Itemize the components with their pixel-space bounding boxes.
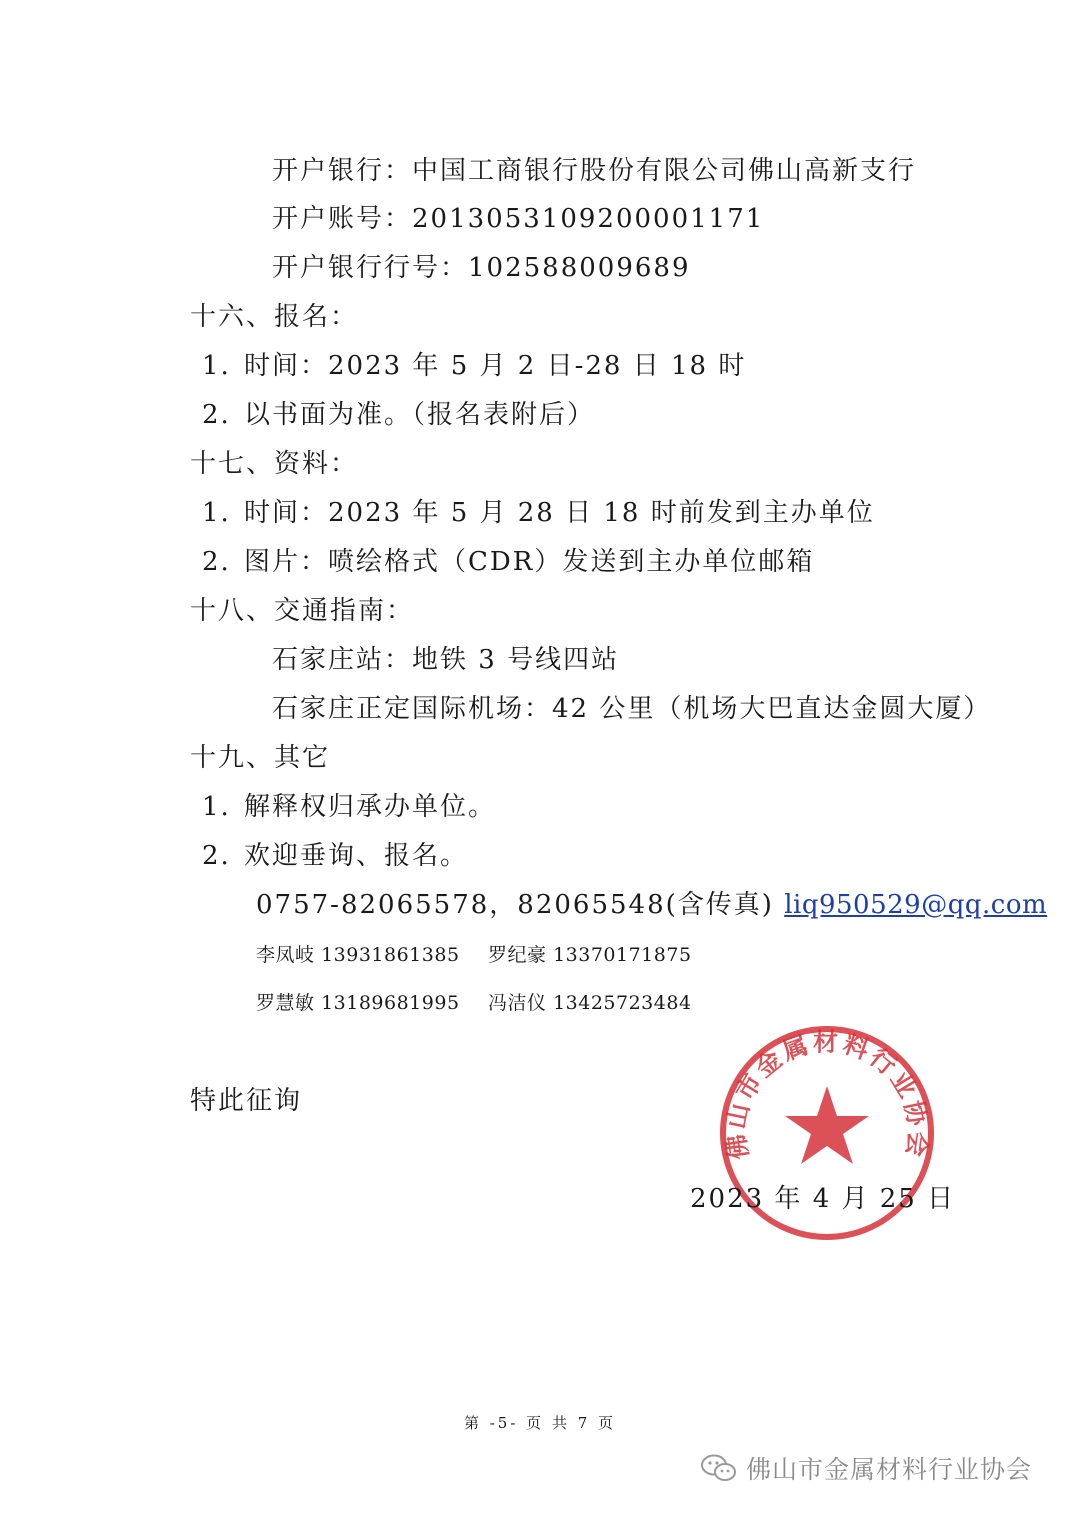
- item-text: 解释权归承办单位。: [244, 792, 497, 822]
- item-text: 欢迎垂询、报名。: [244, 841, 469, 871]
- section-16-item-2: [202, 398, 595, 432]
- section-17-item-1: [202, 496, 875, 530]
- contact-person-1: [256, 942, 460, 968]
- item-text: 时间：2023 年 5 月 28 日 18 时前发到主办单位: [244, 498, 875, 528]
- section-17-heading: 十七、资料：: [190, 449, 359, 479]
- item-text: 图片：喷绘格式（CDR）发送到主办单位邮箱: [244, 547, 815, 577]
- item-number: 2.: [202, 547, 231, 577]
- bank-code-line: 开户银行行号：102588009689: [272, 253, 691, 283]
- account-watermark: [700, 1448, 1032, 1488]
- contact-phones: 0757-82065578，82065548(含传真): [256, 890, 774, 920]
- person-phone: 13425723484: [553, 992, 692, 1014]
- seal-text: 佛山市金属材料行业协会: [721, 1027, 933, 1162]
- contact-person-3: [256, 990, 460, 1016]
- page-number: 第 -5- 页 共 7 页: [463, 1414, 617, 1432]
- item-number: 1.: [202, 498, 231, 528]
- person-phone: 13931861385: [321, 944, 460, 966]
- section-19-heading: 十九、其它: [190, 743, 331, 773]
- person-name: 李凤岐: [256, 944, 315, 966]
- contact-email-link[interactable]: liq950529@qq.com: [784, 890, 1048, 920]
- person-name: 罗纪豪: [488, 944, 547, 966]
- person-phone: 13370171875: [553, 944, 692, 966]
- person-name: 罗慧敏: [256, 992, 315, 1014]
- contact-person-4: [488, 990, 692, 1016]
- item-number: 1.: [202, 792, 231, 822]
- section-16-heading: 十六、报名：: [190, 302, 359, 332]
- item-number: 2.: [202, 400, 231, 430]
- person-phone: 13189681995: [321, 992, 460, 1014]
- seal-star-icon: [785, 1086, 869, 1164]
- person-name: 冯洁仪: [488, 992, 547, 1014]
- bank-line: 开户银行：中国工商银行股份有限公司佛山高新支行: [272, 156, 917, 186]
- wechat-icon: [700, 1453, 738, 1483]
- section-16-item-1: [202, 349, 746, 383]
- closing-date: 2023 年 4 月 25 日: [690, 1184, 956, 1214]
- section-19-item-1: [202, 790, 496, 824]
- section-18-line-1: 石家庄站：地铁 3 号线四站: [272, 645, 620, 675]
- watermark-text: 佛山市金属材料行业协会: [746, 1455, 1033, 1484]
- item-number: 2.: [202, 841, 231, 871]
- item-text: 以书面为准。（报名表附后）: [244, 400, 596, 430]
- item-text: 时间：2023 年 5 月 2 日-28 日 18 时: [244, 351, 747, 381]
- section-17-item-2: [202, 545, 814, 579]
- section-19-item-2: [202, 839, 468, 873]
- section-18-line-2: 石家庄正定国际机场：42 公里（机场大巴直达金圆大厦）: [272, 694, 992, 724]
- closing-text: 特此征询: [190, 1086, 303, 1116]
- contact-line: [256, 888, 1047, 922]
- item-number: 1.: [202, 351, 231, 381]
- section-18-heading: 十八、交通指南：: [190, 596, 415, 626]
- contact-person-2: [488, 942, 692, 968]
- account-line: 开户账号：2013053109200001171: [272, 204, 765, 234]
